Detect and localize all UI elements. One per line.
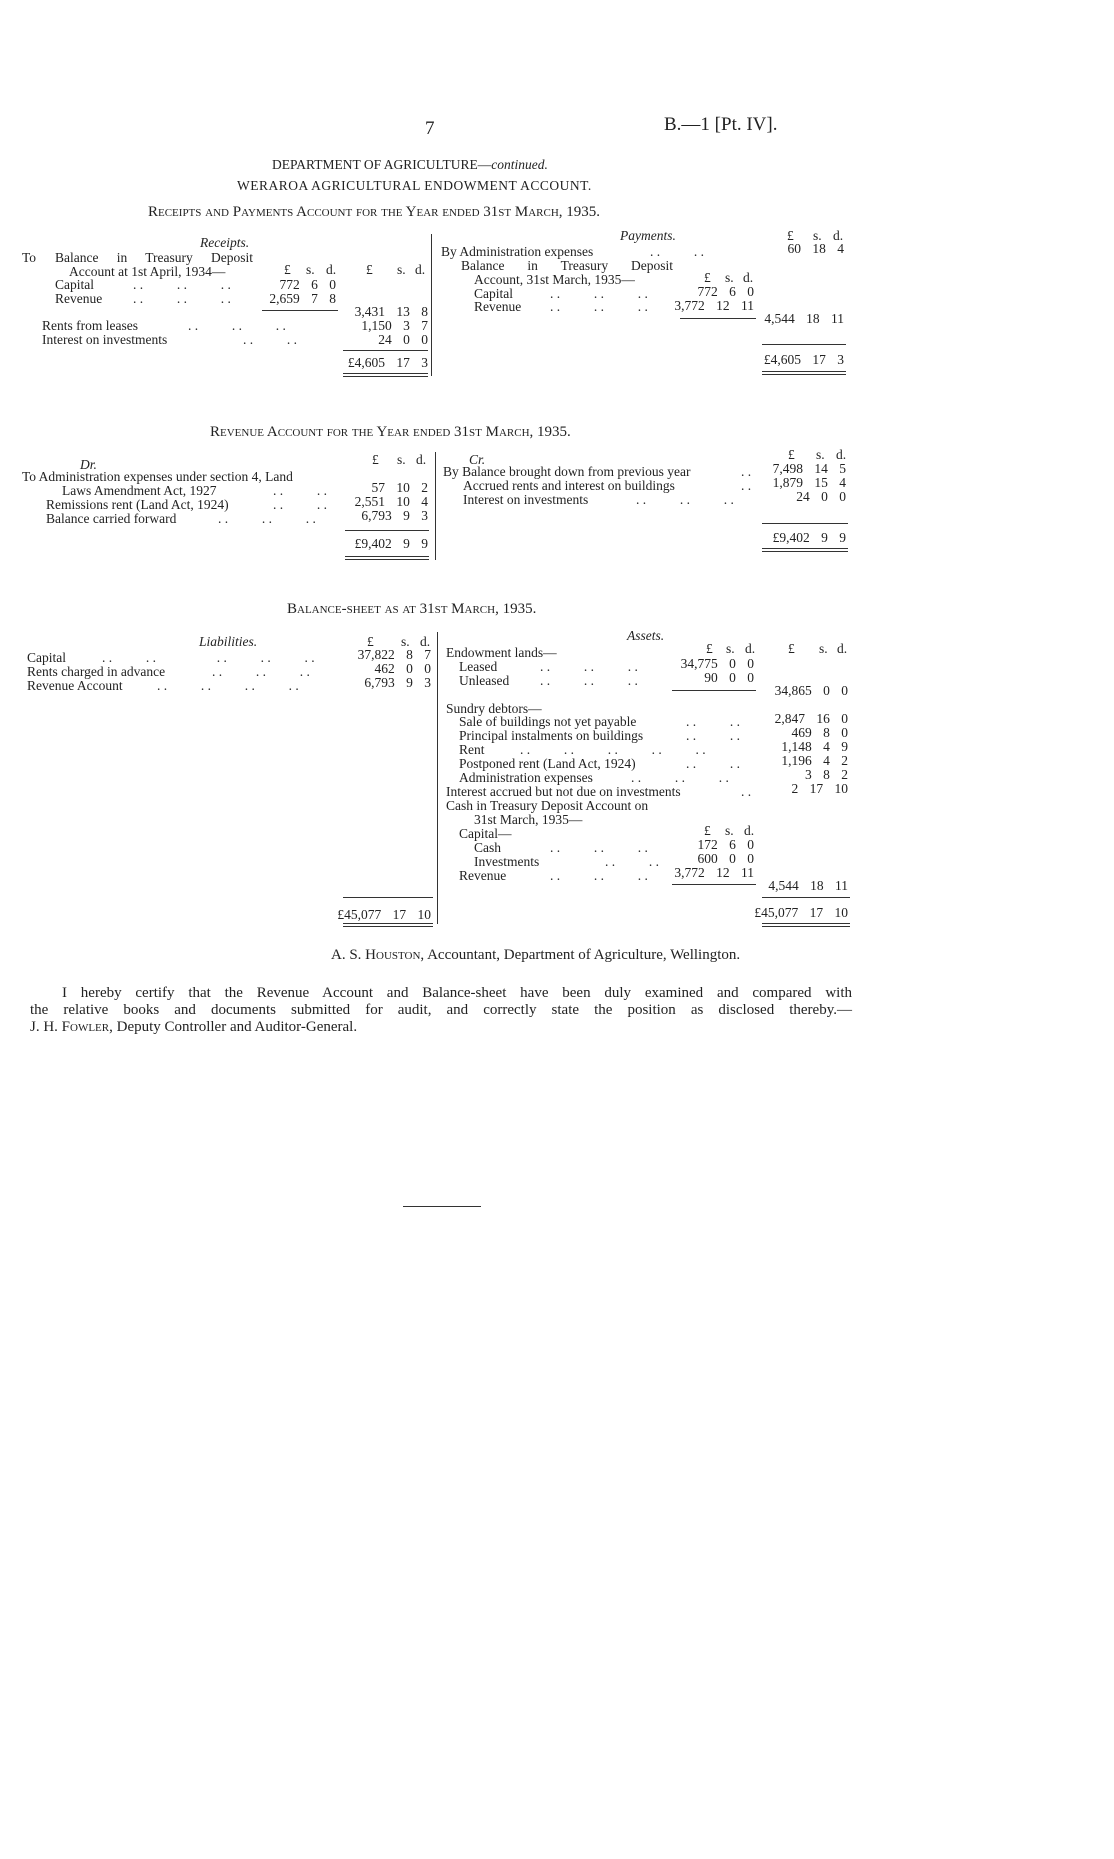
bs-assets-hdr-d-outer: d. (837, 641, 848, 656)
rev-accrued-amount: 1,879 15 4 (772, 475, 846, 490)
bs-postponed-leaders: . . . . (686, 756, 740, 771)
bs-leased-amount: 34,775 0 0 (680, 656, 754, 671)
rp-divider (431, 234, 432, 376)
rp-rents-label: Rents from leases (42, 318, 138, 333)
rev-cr-hdr-s: s. (816, 447, 825, 462)
page-number: 7 (425, 118, 435, 139)
bs-postponed-label: Postponed rent (Land Act, 1924) (459, 756, 636, 771)
auditor-name: J. H. Fowler (30, 1019, 110, 1035)
bs-assets-double-rule (762, 923, 850, 927)
bs-rents-adv-label: Rents charged in advance (27, 664, 166, 679)
bs-cash-hdr-pound: £ (704, 823, 711, 838)
bs-liab-total: £45,077 17 10 (337, 907, 431, 922)
rp-balance-line2: Account at 1st April, 1934— (69, 264, 226, 279)
rev-divider (435, 452, 436, 560)
rev-cr-hdr-pound: £ (788, 447, 795, 462)
rp-balance-line1: Balance in Treasury Deposit (55, 250, 253, 265)
bs-rent-amount: 1,148 4 9 (781, 739, 848, 754)
bs-cash-line1: Cash in Treasury Deposit Account on (446, 798, 649, 813)
bs-revenue-acct-amount: 6,793 9 3 (364, 675, 431, 690)
bs-admin-exp-amount: 3 8 2 (805, 767, 848, 782)
bs-revenue-acct-leaders: . . . . . . . . (157, 678, 299, 693)
rp-payments-hdr-d: d. (833, 228, 844, 243)
bs-principal-amount: 469 8 0 (791, 725, 848, 740)
bs-postponed-amount: 1,196 4 2 (781, 753, 848, 768)
rp-hdr-inner-s: s. (306, 262, 315, 277)
rp-revenue-amount: 2,659 7 8 (269, 291, 336, 306)
bs-assets-hdr-s-outer: s. (819, 641, 828, 656)
rev-cr-hdr-d: d. (836, 447, 847, 462)
rev-accrued-leaders: . . (741, 478, 752, 493)
rev-dr-total-rule (345, 530, 429, 531)
end-rule (403, 1206, 481, 1207)
rp-interest-label: Interest on investments (42, 332, 168, 347)
rp-p-capital-label: Capital (474, 286, 513, 301)
bs-endow-total: 34,865 0 0 (774, 683, 848, 698)
rp-capital-amount: 772 6 0 (279, 277, 336, 292)
rp-payments-double-rule (762, 371, 846, 375)
bs-interest-acc-amount: 2 17 10 (791, 781, 848, 796)
bs-interest-acc-leaders: . . (741, 784, 752, 799)
rp-capital-label: Capital (55, 277, 94, 292)
department-continued: continued. (491, 157, 548, 172)
bs-rents-adv-leaders: . . . . . . (212, 664, 310, 679)
bs-principal-label: Principal instalments on buildings (459, 728, 644, 743)
bs-revenue-label: Revenue (459, 868, 507, 883)
bs-capital-leaders: . . . . . . . . . . (102, 650, 315, 665)
bs-rent-label: Rent (459, 742, 485, 757)
rp-receipts-total-rule (343, 350, 428, 351)
rp-payments-hdr-pound: £ (787, 228, 794, 243)
rp-hdr-inner-pound: £ (284, 262, 291, 277)
rev-cr-double-rule (762, 548, 848, 552)
bs-rent-leaders: . . . . . . . . . . (520, 742, 706, 757)
rev-cr: Cr. (469, 452, 486, 467)
bs-cash-label: Cash (474, 840, 501, 855)
rp-pbal-hdr-d: d. (743, 270, 754, 285)
bs-investments-label: Investments (474, 854, 540, 869)
bs-unleased-leaders: . . . . . . (540, 673, 638, 688)
bs-unleased-label: Unleased (459, 673, 510, 688)
rev-bbd-label: By Balance brought down from previous year (443, 464, 691, 479)
rev-admin-leaders: . . . . (273, 483, 327, 498)
rp-payments-hdr-s: s. (813, 228, 822, 243)
accountant-role: , Accountant, Department of Agriculture, Wellington. (420, 947, 741, 963)
rp-admin-amount: 60 18 4 (787, 241, 844, 256)
receipts-payments-title: Receipts and Payments Account for the Year ended 31st March, 1935. (148, 204, 601, 220)
rev-admin-amount: 57 10 2 (371, 480, 428, 495)
bs-admin-exp-leaders: . . . . . . (631, 770, 729, 785)
rp-interest-amount: 24 0 0 (378, 332, 428, 347)
certificate-line2: the relative books and documents submitted for audit, and correctly state the position as disclosed thereby.— (30, 1002, 852, 1018)
page-reference: B.—1 [Pt. IV]. (664, 114, 778, 135)
bs-cash-hdr-s: s. (725, 823, 734, 838)
rev-remissions-label: Remissions rent (Land Act, 1924) (46, 497, 229, 512)
rp-revenue-leaders: . . . . . . (133, 291, 231, 306)
rev-dr-double-rule (345, 556, 429, 560)
bs-liab-hdr-d: d. (420, 634, 431, 649)
bs-capital-amount: 37,822 8 7 (357, 647, 431, 662)
rp-pbal-hdr-pound: £ (704, 270, 711, 285)
rev-hdr-s: s. (397, 452, 406, 467)
bs-interest-acc-label: Interest accrued but not due on investments (446, 784, 681, 799)
rp-pbal-hdr-s: s. (725, 270, 734, 285)
bs-cash-line2: 31st March, 1935— (474, 812, 583, 827)
auditor-role: , Deputy Controller and Auditor-General. (109, 1019, 358, 1035)
rp-pbal-line2: Account, 31st March, 1935— (474, 272, 635, 287)
bs-liab-total-rule (343, 897, 433, 898)
rp-receipts-double-rule (343, 373, 428, 377)
bs-liab-double-rule (343, 923, 433, 927)
bs-revenue-leaders: . . . . . . (550, 868, 648, 883)
rp-to: To (22, 250, 37, 265)
account-name: WERAROA AGRICULTURAL ENDOWMENT ACCOUNT. (237, 178, 592, 193)
rev-admin-line2: Laws Amendment Act, 1927 (62, 483, 217, 498)
auditor-signature (30, 1018, 357, 1036)
rev-cr-total: £9,402 9 9 (772, 530, 846, 545)
bs-endow-label: Endowment lands— (446, 645, 557, 660)
rp-pbal-line1: Balance in Treasury Deposit (461, 258, 673, 273)
rev-balance-cf-label: Balance carried forward (46, 511, 177, 526)
rp-revenue-label: Revenue (55, 291, 103, 306)
rp-rents-amount: 1,150 3 7 (361, 318, 428, 333)
bs-investments-amount: 600 0 0 (697, 851, 754, 866)
rev-balance-cf-leaders: . . . . . . (218, 511, 316, 526)
payments-heading: Payments. (620, 228, 676, 243)
bs-assets-hdr-pound-outer: £ (788, 641, 795, 656)
bs-investments-leaders: . . . . (605, 854, 659, 869)
bs-cash-total: 4,544 18 11 (768, 878, 848, 893)
rp-hdr-outer-s: s. (397, 262, 406, 277)
bs-rents-adv-amount: 462 0 0 (374, 661, 431, 676)
rp-hdr-outer-d: d. (415, 262, 426, 277)
bs-cash-amount: 172 6 0 (697, 837, 754, 852)
accountant-signature (331, 946, 740, 964)
rev-remissions-leaders: . . . . (273, 497, 327, 512)
bs-assets-total: £45,077 17 10 (754, 905, 848, 920)
receipts-heading: Receipts. (200, 235, 250, 250)
accountant-name: A. S. Houston (331, 947, 421, 963)
rev-dr: Dr. (80, 457, 97, 472)
rev-bbd-leaders: . . (741, 464, 752, 479)
rev-remissions-amount: 2,551 10 4 (354, 494, 428, 509)
bs-cash-hdr-d: d. (744, 823, 755, 838)
rp-hdr-outer-pound: £ (366, 262, 373, 277)
rev-accrued-label: Accrued rents and interest on buildings (463, 478, 675, 493)
rev-interest-label: Interest on investments (463, 492, 589, 507)
rp-payments-total: £4,605 17 3 (763, 352, 844, 367)
rp-p-revenue-amount: 3,772 12 11 (674, 298, 754, 313)
rp-p-balance-total: 4,544 18 11 (764, 311, 844, 326)
rev-interest-amount: 24 0 0 (796, 489, 846, 504)
bs-assets-hdr-d: d. (745, 641, 756, 656)
bs-principal-leaders: . . . . (686, 728, 740, 743)
liabilities-heading: Liabilities. (199, 634, 258, 649)
bs-capital-label: Capital (27, 650, 66, 665)
rev-cr-total-rule (762, 523, 848, 524)
rp-p-revenue-leaders: . . . . . . (550, 299, 648, 314)
rp-rents-leaders: . . . . . . (188, 318, 286, 333)
rev-balance-cf-amount: 6,793 9 3 (361, 508, 428, 523)
bs-leased-leaders: . . . . . . (540, 659, 638, 674)
rp-p-capital-leaders: . . . . . . (550, 286, 648, 301)
bs-sale-label: Sale of buildings not yet payable (459, 714, 637, 729)
rev-admin-line1: To Administration expenses under section 4, Land (22, 469, 293, 484)
rp-capital-leaders: . . . . . . (133, 277, 231, 292)
bs-revenue-acct-label: Revenue Account (27, 678, 123, 693)
bs-assets-hdr-pound: £ (706, 641, 713, 656)
bs-sundry-label: Sundry debtors— (446, 701, 542, 716)
bs-liab-hdr-s: s. (401, 634, 410, 649)
revenue-account-title: Revenue Account for the Year ended 31st March, 1935. (210, 424, 571, 440)
rp-p-capital-amount: 772 6 0 (697, 284, 754, 299)
bs-divider (437, 632, 438, 924)
bs-assets-total-rule (762, 897, 850, 898)
assets-heading: Assets. (627, 628, 665, 643)
certificate-line1: I hereby certify that the Revenue Account and Balance-sheet have been duly examined and compared with (62, 985, 852, 1001)
bs-sale-leaders: . . . . (686, 714, 740, 729)
bs-sale-amount: 2,847 16 0 (774, 711, 848, 726)
rev-bbd-amount: 7,498 14 5 (772, 461, 846, 476)
rev-hdr-pound: £ (372, 452, 379, 467)
bs-capital-sub-label: Capital— (459, 826, 512, 841)
rp-payments-total-rule (762, 344, 846, 345)
bs-leased-label: Leased (459, 659, 498, 674)
rp-receipts-total: £4,605 17 3 (347, 355, 428, 370)
bs-cash-leaders: . . . . . . (550, 840, 648, 855)
balance-sheet-title: Balance-sheet as at 31st March, 1935. (287, 601, 537, 617)
rp-admin-leaders: . . . . (650, 244, 704, 259)
rp-balance-total: 3,431 13 8 (354, 304, 428, 319)
bs-assets-hdr-s: s. (726, 641, 735, 656)
rp-admin-label: By Administration expenses (441, 244, 594, 259)
rp-hdr-inner-d: d. (326, 262, 337, 277)
rev-dr-total: £9,402 9 9 (354, 536, 428, 551)
rev-hdr-d: d. (416, 452, 427, 467)
bs-admin-exp-label: Administration expenses (459, 770, 593, 785)
bs-liab-hdr-pound: £ (367, 634, 374, 649)
rev-interest-leaders: . . . . . . (636, 492, 734, 507)
rp-interest-leaders: . . . . (243, 332, 297, 347)
bs-unleased-amount: 90 0 0 (704, 670, 754, 685)
department-heading: DEPARTMENT OF AGRICULTURE—continued. (272, 157, 548, 172)
rp-p-revenue-label: Revenue (474, 299, 522, 314)
bs-revenue-amount: 3,772 12 11 (674, 865, 754, 880)
